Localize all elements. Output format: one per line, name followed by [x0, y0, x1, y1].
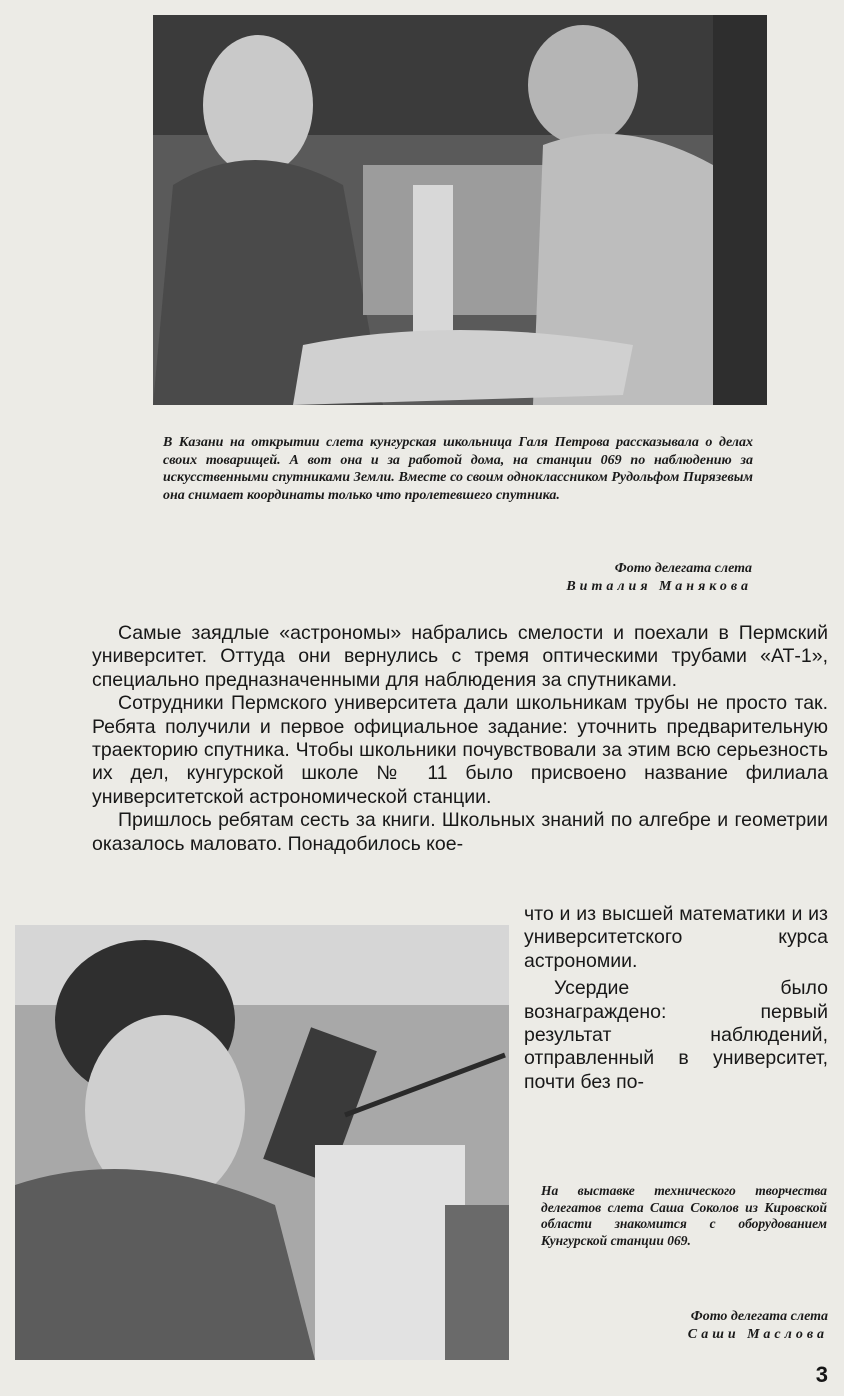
top-photo-image [153, 15, 767, 405]
top-photo-caption: В Казани на открытии слета кунгурская школьница Галя Петрова рассказывала о делах своих товарищей. А вот она и за работой дома, на станции 069 по наблюдению за искусственными спутниками Земли. Вместе со своим одноклассником Рудольфом Пирязевым она снимает координаты только что пролетевшего спутника. [163, 435, 753, 503]
paragraph-3-start: Пришлось ребятам сесть за книги. Школьных знаний по алгебре и геометрии оказалось маловато. Понадобилось кое- [92, 809, 828, 855]
bottom-photo [15, 925, 509, 1360]
paragraph-4: Усердие было вознаграждено: первый результат наблюдений, отправленный в университет, почти без по- [524, 977, 828, 1093]
bottom-photo-image [15, 925, 509, 1360]
page-number: 3 [815, 1362, 828, 1387]
bottom-photo-credit-name: Саши Маслова [687, 1327, 828, 1342]
bottom-photo-credit-label: Фото делегата слета [690, 1309, 828, 1324]
article-body-side [524, 903, 828, 1094]
top-photo-credit [352, 560, 752, 596]
article-body [92, 622, 828, 856]
paragraph-2: Сотрудники Пермского университета дали школьникам трубы не просто так. Ребята получили и первое официальное задание: уточнить предварительную траекторию спутника. Чтобы школьники почувствовали за этим всю серьезность их дел, кунгурской школе № 11 было присвоено название филиала университетской астрономической станции. [92, 692, 828, 808]
top-photo-credit-label: Фото делегата слета [614, 561, 752, 576]
top-photo [153, 15, 767, 405]
top-photo-credit-name: Виталия Манякова [566, 579, 752, 594]
paragraph-1: Самые заядлые «астрономы» набрались смелости и поехали в Пермский университет. Оттуда они вернулись с тремя оптическими трубами «АТ-1», специально предназначенными для наблюдения за спутниками. [92, 622, 828, 691]
paragraph-3-end: что и из высшей математики и из университетского курса астрономии. [524, 903, 828, 972]
bottom-photo-credit [528, 1308, 828, 1344]
bottom-photo-caption: На выставке технического творчества делегатов слета Саша Соколов из Кировской области знакомится с оборудованием Кунгурской станции 069. [541, 1183, 827, 1248]
